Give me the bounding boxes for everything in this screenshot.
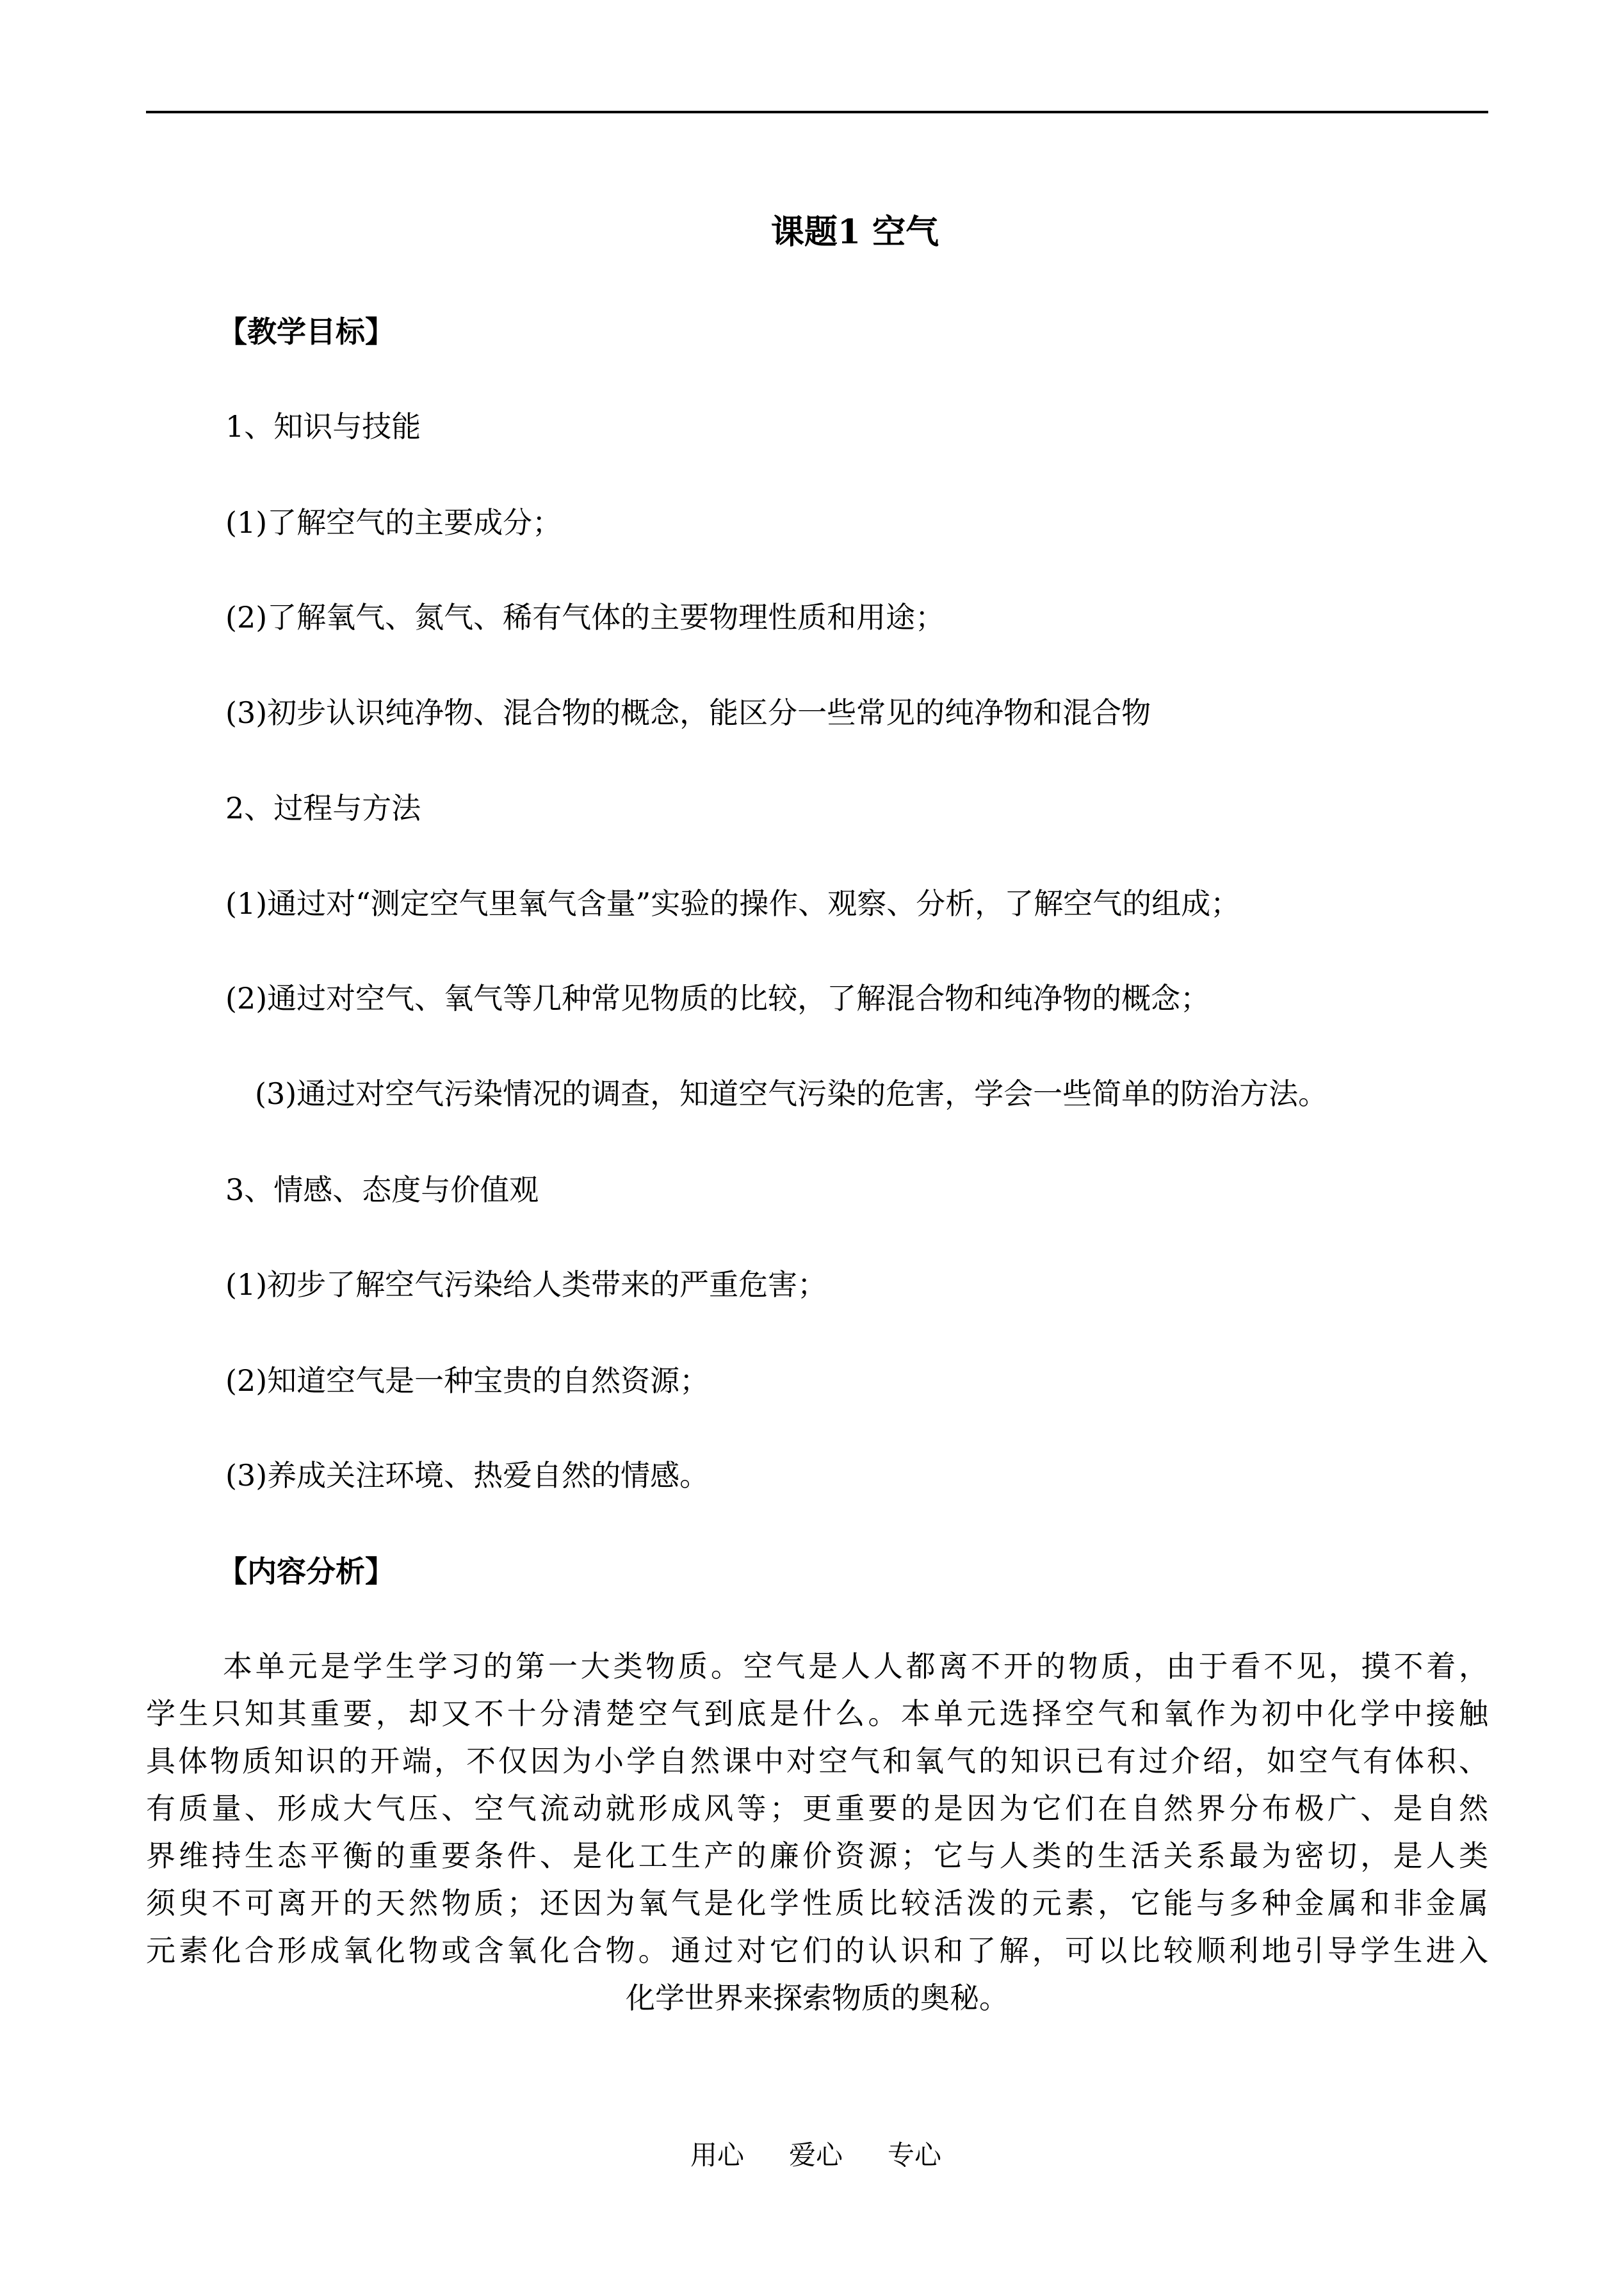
footer-text: 爱心 <box>789 2139 843 2171</box>
section-title-attitude: 3、情感、态度与价值观 <box>225 1172 539 1207</box>
objective-item: (1)通过对“测定空气里氧气含量”实验的操作、观察、分析，了解空气的组成； <box>225 886 1240 921</box>
objective-item: (2)通过对空气、氧气等几种常见物质的比较，了解混合物和纯净物的概念； <box>225 981 1210 1016</box>
objective-item: (1)初步了解空气污染给人类带来的严重危害； <box>225 1267 827 1302</box>
paragraph-line: 本单元是学生学习的第一大类物质。空气是人人都离不开的物质，由于看不见，摸不着， <box>223 1649 1488 1683</box>
paragraph-line: 化学世界来探索物质的奥秘。 <box>626 1981 1009 2015</box>
header-rule <box>146 111 1488 113</box>
paragraph-line: 元素化合形成氧化物或含氧化合物。通过对它们的认识和了解，可以比较顺利地引导学生进入 <box>146 1933 1488 1968</box>
objective-item: (1)了解空气的主要成分； <box>225 505 562 540</box>
objective-item: (2)知道空气是一种宝贵的自然资源； <box>225 1363 710 1398</box>
objective-item: (3)养成关注环境、热爱自然的情感。 <box>225 1458 710 1493</box>
footer-text: 专心 <box>888 2139 942 2171</box>
section-title-process: 2、过程与方法 <box>225 791 421 825</box>
paragraph-line: 须臾不可离开的天然物质；还因为氧气是化学性质比较活泼的元素，它能与多种金属和非金属 <box>146 1886 1488 1920</box>
paragraph-line: 学生只知其重要，却又不十分清楚空气到底是什么。本单元选择空气和氧作为初中化学中接触 <box>146 1696 1488 1731</box>
footer-text: 用心 <box>690 2139 745 2171</box>
objective-item: (2)了解氧气、氮气、稀有气体的主要物理性质和用途； <box>225 600 945 635</box>
objective-item: (3)初步认识纯净物、混合物的概念，能区分一些常见的纯净物和混合物 <box>225 695 1151 730</box>
objectives-heading: 【教学目标】 <box>218 314 394 349</box>
page-title: 课题1 空气 <box>770 213 939 252</box>
paragraph-line: 具体物质知识的开端，不仅因为小学自然课中对空气和氧气的知识已有过介绍，如空气有体积、 <box>146 1744 1488 1778</box>
analysis-heading: 【内容分析】 <box>218 1554 394 1589</box>
section-title-knowledge: 1、知识与技能 <box>225 409 421 444</box>
objective-item: (3)通过对空气污染情况的调查，知道空气污染的危害，学会一些简单的防治方法。 <box>255 1076 1328 1111</box>
paragraph-line: 界维持生态平衡的重要条件、是化工生产的廉价资源；它与人类的生活关系最为密切，是人类 <box>146 1838 1488 1873</box>
paragraph-line: 有质量、形成大气压、空气流动就形成风等；更重要的是因为它们在自然界分布极广、是自然 <box>146 1791 1488 1826</box>
